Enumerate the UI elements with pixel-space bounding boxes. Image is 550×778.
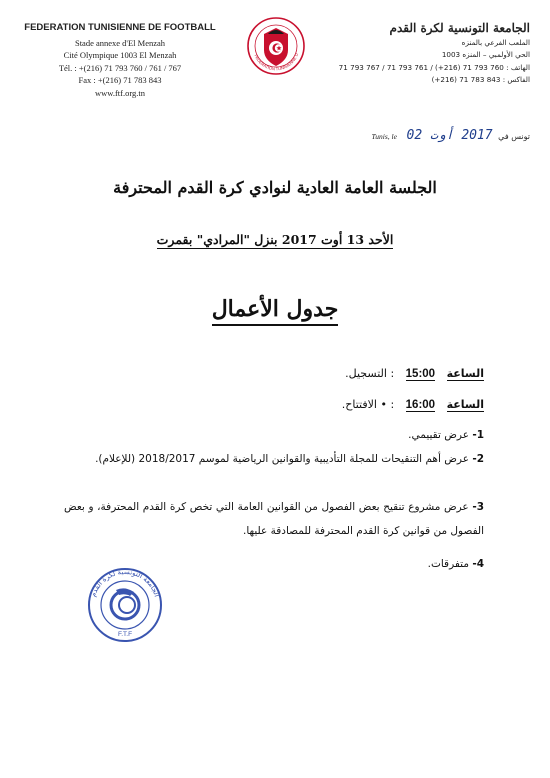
address-line-ar: الملعب الفرعي بالمنزه: [461, 37, 530, 47]
agenda-item-number: 4-: [472, 558, 484, 570]
stamp-bottom-text: F.T.F: [117, 631, 133, 638]
meeting-title: الجلسة العامة العادية لنوادي كرة القدم المحترفة: [113, 178, 437, 197]
date-line: [340, 128, 530, 143]
ftf-stamp: [86, 566, 164, 644]
address-line-ar: الحي الأولمبي – المنزه 1003: [441, 50, 530, 59]
letterhead-right: [330, 22, 530, 87]
schedule-text: : • الافتتاح.: [341, 398, 395, 411]
date-value: 2017 أوت 02: [406, 128, 493, 143]
agenda-item-number: 2-: [472, 453, 484, 465]
schedule-time: 15:00: [405, 368, 436, 380]
schedule-label: الساعة: [446, 398, 484, 411]
ftf-logo: [246, 14, 306, 84]
agenda-item-text: عرض أهم التنقيحات للمجلة التأديبية والقوانين الرياضية لموسم 2018/2017 (للإعلام).: [95, 453, 469, 465]
schedule-label: الساعة: [446, 367, 484, 380]
date-prefix-fr: Tunis, le: [371, 132, 397, 141]
org-name-ar: الجامعة التونسية لكرة القدم: [389, 21, 530, 35]
schedule-text: : التسجيل.: [345, 367, 395, 380]
address-line: Stade annexe d'El Menzah: [74, 37, 166, 48]
agenda-heading: جدول الأعمال: [60, 296, 490, 322]
agenda-item: [64, 447, 484, 471]
agenda-item-text: عرض مشروع تنقيح بعض الفصول من القوانين العامة التي تخص كرة القدم المحترفة، و بعض الفصول من قوانين كرة القدم المحترفة للمصادقة عليها.: [64, 501, 484, 537]
schedule-row-registration: [345, 367, 484, 381]
website-link[interactable]: www.ftf.org.tn: [94, 87, 146, 98]
date-prefix-ar: تونس في: [498, 132, 530, 141]
fax-line: Fax : +(216) 71 783 843: [78, 75, 162, 85]
agenda-item-number: 3-: [472, 501, 484, 513]
agenda-item-number: 1-: [472, 429, 484, 441]
phone-line: Tél. : +(216) 71 793 760 / 761 / 767: [58, 62, 182, 73]
letterhead-left: [20, 22, 220, 99]
agenda-item: [64, 423, 484, 447]
stamp-ring-text: الجامعة التونسية لكرة القدم: [89, 567, 161, 598]
org-name-fr: FEDERATION TUNISIENNE DE FOOTBALL: [24, 22, 216, 33]
schedule-row-opening: [342, 398, 484, 412]
fax-line-ar: الفاكس : 843 783 71 (216+): [431, 75, 530, 84]
schedule-time: 16:00: [405, 399, 436, 411]
agenda-item: [64, 495, 484, 543]
meeting-date-venue: الأحد 13 أوت 2017 بنزل "المرادي" بقمرت: [156, 232, 394, 247]
logo-ring-text: FEDERATION TUNISIENNE D: [253, 52, 300, 72]
agenda-item-text: عرض تقييمي.: [408, 429, 469, 441]
address-line: Cité Olympique 1003 El Menzah: [63, 50, 177, 60]
agenda-item-text: متفرقات.: [427, 558, 469, 570]
phone-line-ar: الهاتف : 760 793 71 (216+) / 761 793 71 / 767 793 71: [338, 62, 530, 72]
